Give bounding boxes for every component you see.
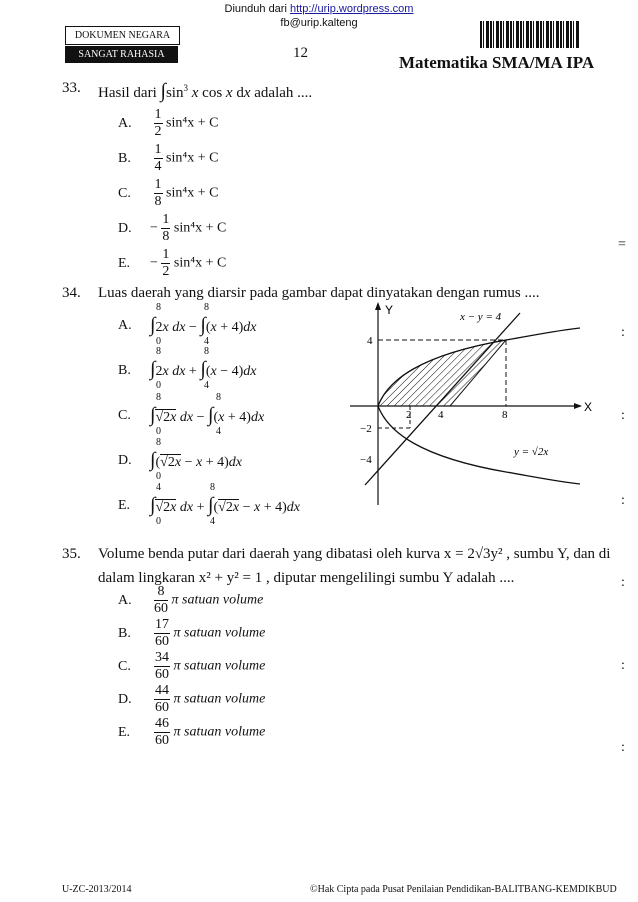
margin-mark: : [621, 325, 625, 340]
q34-option-a-letter: A. [118, 318, 132, 333]
q34-area-graph [330, 300, 610, 510]
option-expression: sin⁴x + C [173, 255, 227, 271]
q33-option [118, 178, 218, 209]
tick-x8: 8 [502, 409, 508, 421]
x-axis-label: X [584, 400, 593, 414]
doc-classification-box: DOKUMEN NEGARA [65, 26, 180, 45]
q35-number: 35. [62, 546, 81, 562]
tick-x4: 4 [438, 409, 444, 421]
q34-stem: Luas daerah yang diarsir pada gambar dapat dinyatakan dengan rumus .... [98, 285, 540, 301]
option-letter: C. [118, 185, 131, 201]
option-fraction: $\frac{1}{8}$ [162, 212, 170, 244]
option-expression: sin⁴x + C [166, 115, 219, 131]
option-fraction: $\frac{34}{60}$ [155, 650, 169, 682]
q35-line2: dalam lingkaran x² + y² = 1 , diputar mengelilingi sumbu Y adalah .... [98, 570, 515, 586]
q34-option-d-letter: D. [118, 453, 132, 468]
q35-line1: Volume benda putar dari daerah yang dibatasi oleh kurva x = 2√3y² , sumbu Y, dan di [98, 546, 611, 562]
q34-number: 34. [62, 285, 81, 301]
margin-mark: = [618, 237, 626, 252]
download-link[interactable]: http://urip.wordpress.com [289, 3, 414, 15]
subject-title: Matematika SMA/MA IPA [399, 53, 595, 72]
option-letter: D. [118, 691, 132, 707]
q33-option [118, 143, 218, 174]
curve-label: y = √2x [514, 446, 549, 458]
page-number: 12 [293, 45, 308, 61]
option-fraction: $\frac{1}{4}$ [154, 142, 162, 174]
footer-copyright: ©Hak Cipta pada Pusat Penilaian Pendidikan-BALITBANG-KEMDIKBUD [310, 884, 617, 895]
option-fraction: $\frac{1}{2}$ [154, 107, 162, 139]
download-note: Diunduh dari http://urip.wordpress.com [224, 3, 414, 15]
option-letter: B. [118, 625, 131, 641]
option-unit: π satuan volume [173, 691, 266, 707]
q35-option [118, 684, 265, 715]
option-letter: E. [118, 255, 131, 271]
y-axis-label: Y [385, 303, 394, 317]
option-unit: π satuan volume [171, 592, 264, 608]
option-sign: − [150, 255, 158, 271]
q33-option [118, 108, 218, 139]
option-unit: π satuan volume [173, 724, 266, 740]
barcode-image [480, 21, 580, 48]
option-fraction: $\frac{1}{8}$ [154, 177, 162, 209]
q34-option-c-letter: C. [118, 408, 131, 423]
option-letter: A. [118, 592, 132, 608]
line-label: x − y = 4 [460, 311, 502, 323]
tick-y4: 4 [367, 335, 373, 347]
facebook-note: fb@urip.kalteng [280, 17, 358, 29]
q35-option [118, 618, 265, 649]
secret-classification-box: SANGAT RAHASIA [65, 46, 178, 63]
option-fraction: $\frac{1}{2}$ [162, 247, 170, 279]
option-letter: E. [118, 724, 131, 740]
tick-ym4: −4 [360, 454, 372, 466]
y-axis-arrow [375, 302, 381, 310]
option-fraction: $\frac{46}{60}$ [155, 716, 169, 748]
q35-option [118, 651, 265, 682]
q35-option [118, 585, 263, 616]
margin-mark: : [621, 408, 625, 423]
option-fraction: $\frac{17}{60}$ [155, 617, 169, 649]
margin-mark: : [621, 658, 625, 673]
q35-option [118, 717, 265, 748]
option-expression: sin⁴x + C [173, 220, 227, 236]
q33-stem: Hasil dari $\int\sin^3$ x cos x dx adalah .... [98, 80, 313, 102]
option-fraction: $\frac{8}{60}$ [154, 584, 168, 616]
option-letter: A. [118, 115, 132, 131]
option-letter: C. [118, 658, 131, 674]
tick-x2: 2 [406, 409, 412, 421]
margin-mark: : [621, 493, 625, 508]
option-letter: D. [118, 220, 132, 236]
x-axis-arrow [574, 403, 582, 409]
option-fraction: $\frac{44}{60}$ [155, 683, 169, 715]
option-letter: B. [118, 150, 131, 166]
footer-code: U-ZC-2013/2014 [62, 884, 132, 895]
option-expression: sin⁴x + C [166, 185, 219, 201]
option-sign: − [150, 220, 158, 236]
margin-mark: : [621, 740, 625, 755]
tick-ym2: −2 [360, 423, 372, 435]
q33-option [118, 248, 226, 279]
q33-number: 33. [62, 80, 81, 96]
option-unit: π satuan volume [173, 658, 266, 674]
q33-option [118, 213, 226, 244]
option-unit: π satuan volume [173, 625, 266, 641]
option-expression: sin⁴x + C [166, 150, 219, 166]
q34-option-b-letter: B. [118, 363, 131, 378]
margin-mark: : [621, 575, 625, 590]
q34-option-e-letter: E. [118, 498, 131, 513]
